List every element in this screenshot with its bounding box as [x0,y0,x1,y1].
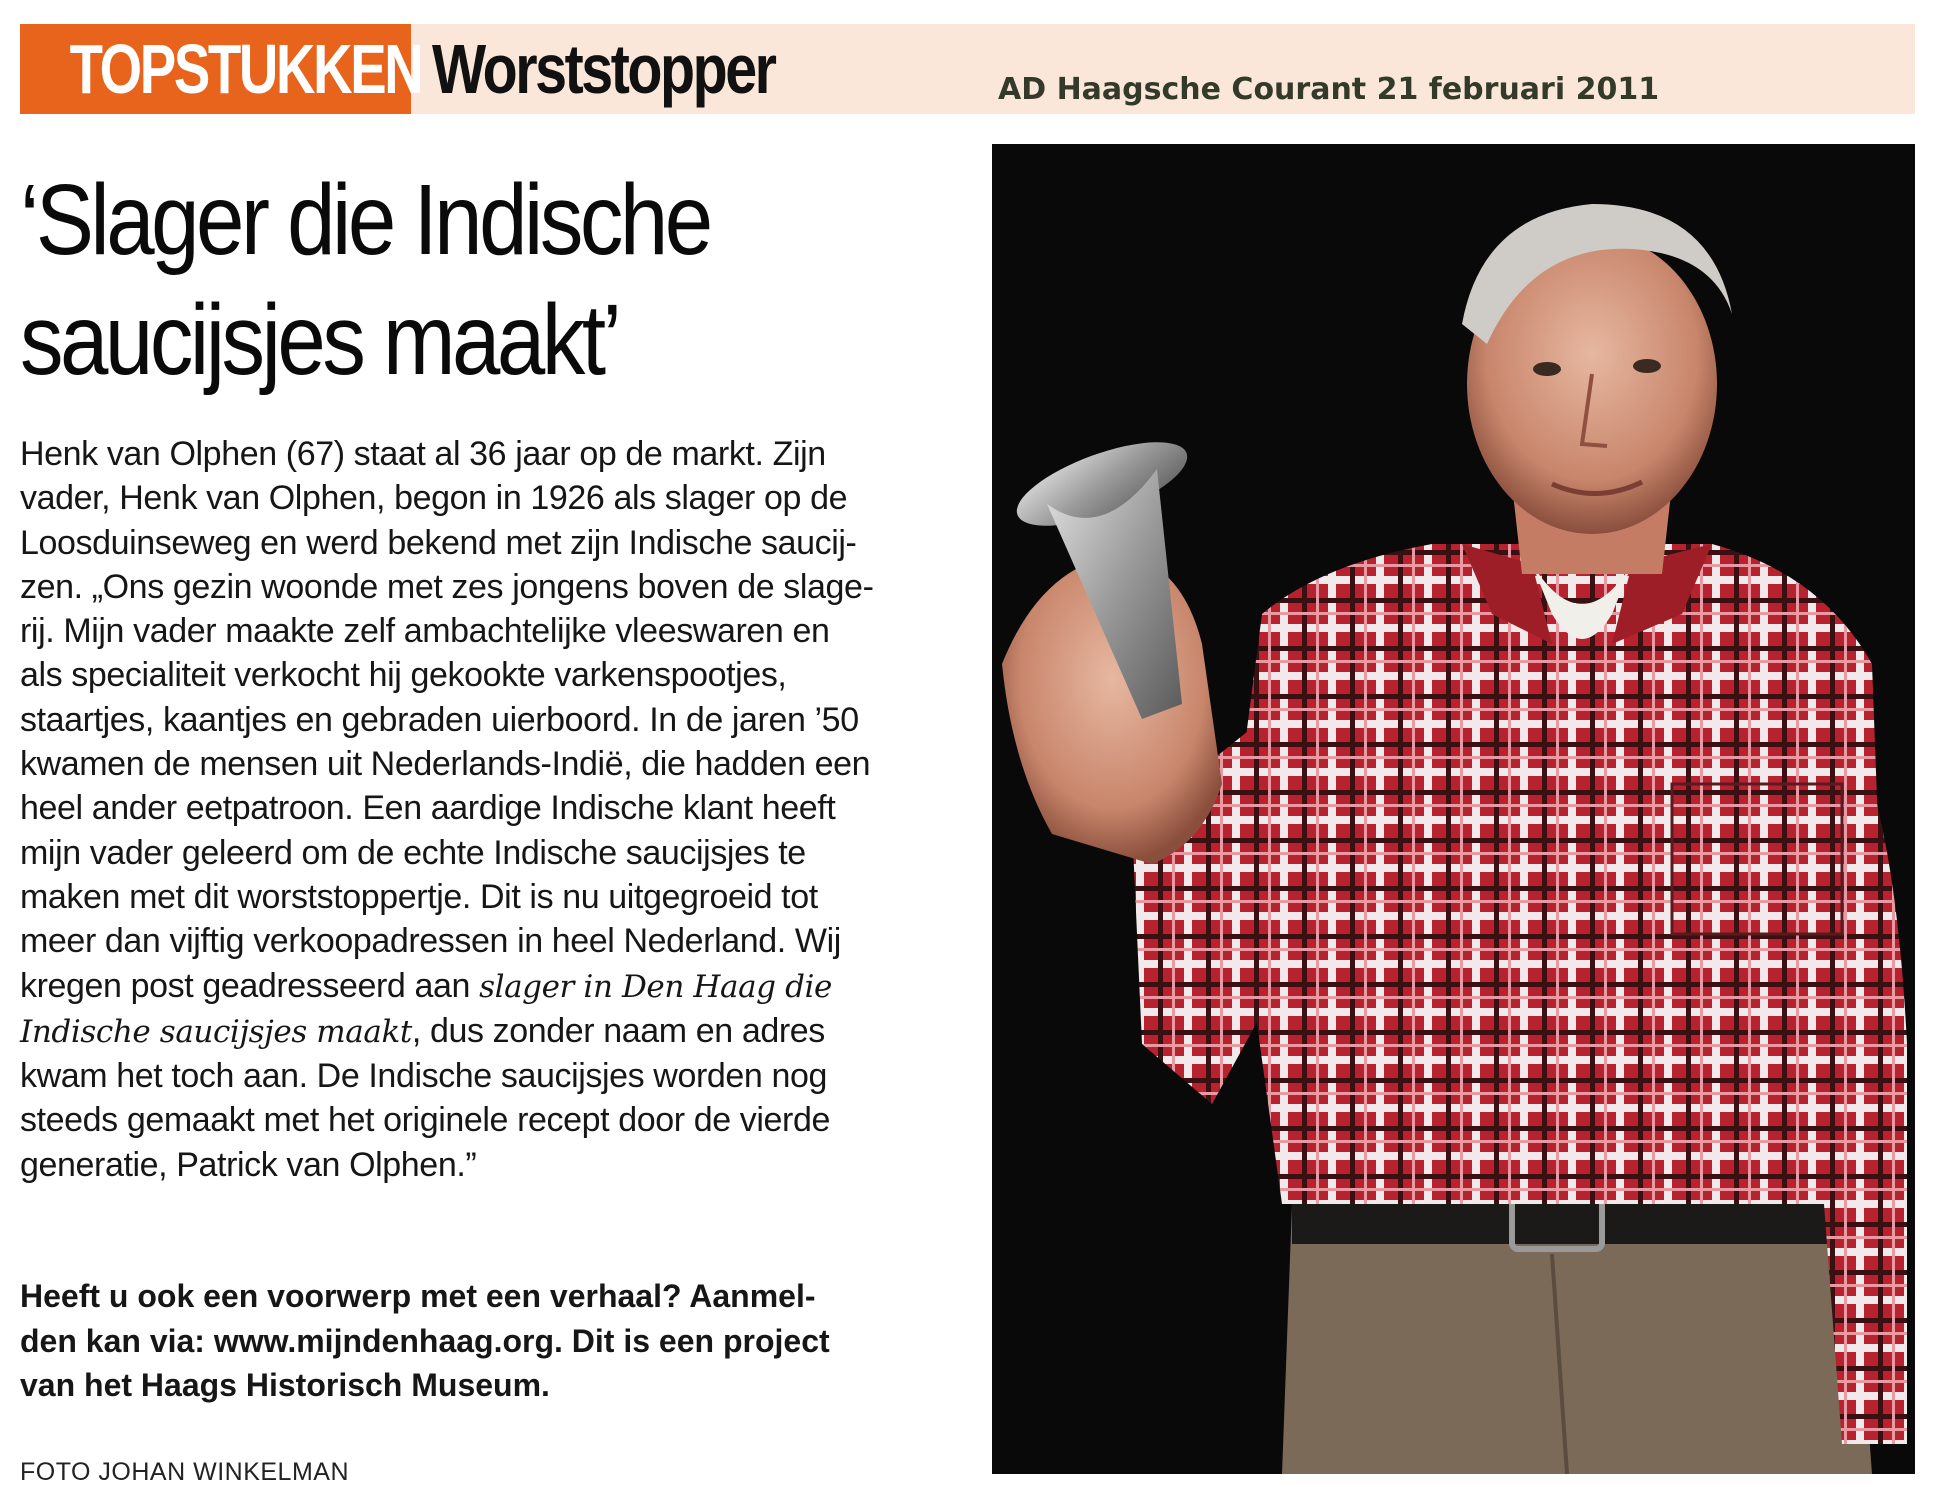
callout-line: Heeft u ook een voorwerp met een verhaal? Aanmel- [20,1278,816,1314]
body-line [20,1009,950,1054]
body-line: generatie, Patrick van Olphen.” [20,1145,477,1184]
body-line: Henk van Olphen (67) staat al 36 jaar op de markt. Zijn [20,435,826,473]
body-line: als specialiteit verkocht hij gekookte varkenspootjes, [20,656,787,695]
rubric-label: TOPSTUKKEN [20,24,411,114]
portrait-photo [992,144,1915,1474]
source-date: AD Haagsche Courant 21 februari 2011 [998,72,1660,107]
italic-phrase: Indische saucijsjes maakt [20,1013,412,1050]
headline-line: saucijsjes maakt’ [20,284,619,396]
body-line: heel ander eetpatroon. Een aardige Indische klant heeft [20,789,836,828]
headline-line: ‘Slager die Indische [20,164,710,276]
body-line: Loosduinseweg en werd bekend met zijn Indische saucij- [20,523,857,562]
callout-box [20,1274,950,1408]
body-line: kwam het toch aan. De Indische saucijsjes worden nog [20,1057,827,1096]
headline [20,160,829,400]
body-line: staartjes, kaantjes en gebraden uierboord. In de jaren ’50 [20,700,859,739]
photo-credit: FOTO JOHAN WINKELMAN [20,1458,350,1486]
body-line: rij. Mijn vader maakte zelf ambachtelijke vleeswaren en [20,612,830,651]
body-line: vader, Henk van Olphen, begon in 1926 als slager op de [20,479,848,518]
body-line: steeds gemaakt met het originele recept door de vierde [20,1101,830,1140]
body-line: maken met dit worststoppertje. Dit is nu uitgegroeid tot [20,877,818,916]
body-line: zen. „Ons gezin woonde met zes jongens boven de slage- [20,567,874,606]
body-line: meer dan vijftig verkoopadressen in heel Nederland. Wij [20,922,841,961]
body-text-run: , dus zonder naam en adres [411,1011,825,1050]
kicker-title: Worststopper [432,30,775,108]
body-line: kwamen de mensen uit Nederlands-Indië, die hadden een [20,745,871,784]
callout-line: van het Haags Historisch Museum. [20,1367,550,1403]
article-body [20,432,950,1187]
italic-phrase: slager in Den Haag die [479,968,832,1005]
body-line [20,964,950,1009]
body-text-run: kregen post geadresseerd aan [20,966,480,1005]
body-line: mijn vader geleerd om de echte Indische saucijsjes te [20,833,806,872]
portrait-illustration [992,144,1915,1474]
callout-line: den kan via: www.mijndenhaag.org. Dit is een project [20,1322,830,1359]
